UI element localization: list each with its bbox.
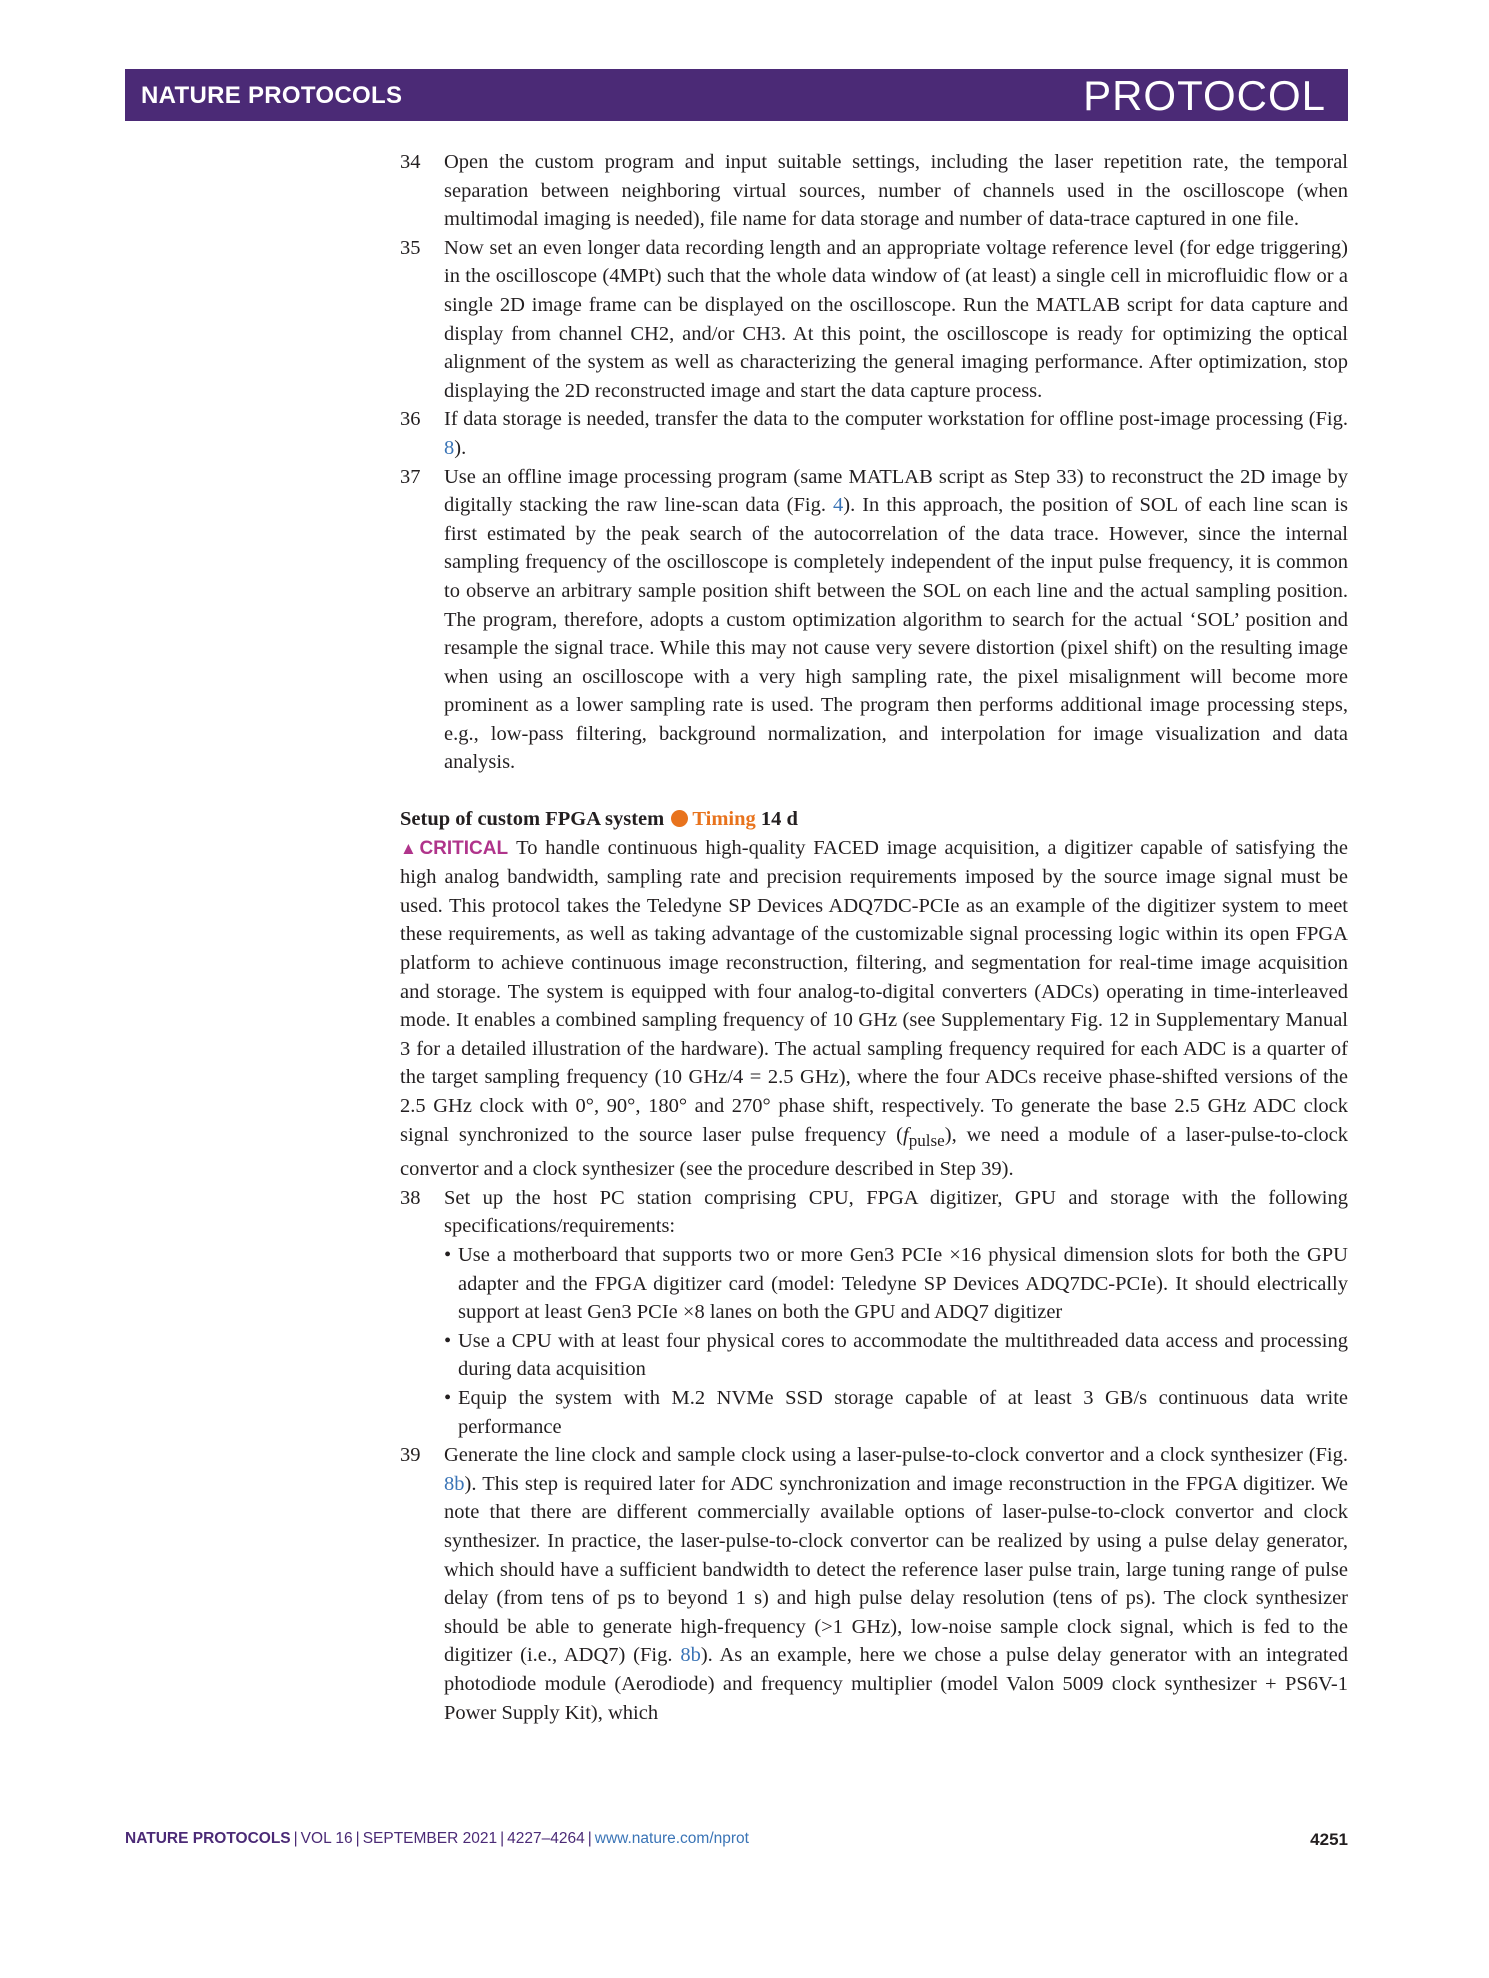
page-footer bbox=[125, 1830, 1348, 1848]
timing-dot-icon bbox=[671, 810, 688, 827]
step-34 bbox=[400, 148, 1348, 234]
step-text: Set up the host PC station comprising CPU, FPGA digitizer, GPU and storage with the following specifications/requirements: bbox=[444, 1186, 1348, 1238]
section-title: Setup of custom FPGA system bbox=[400, 808, 665, 831]
step-text-part: ). This step is required later for ADC synchronization and image reconstruction in the FPGA digitizer. We note that there are different commercially available options of laser-pulse-to-clock convertor and clock synthesizer. In practice, the laser-pulse-to-clock convertor can be realized by using a pulse delay generator, which should have a sufficient bandwidth to detect the reference laser pulse train, large tuning range of pulse delay (from tens of ps to beyond 1 s) and high pulse delay resolution (tens of ps). The clock synthesizer should be able to generate high-frequency (>1 GHz), low-noise sample clock signal, which is fed to the digitizer (i.e., ADQ7) (Fig. bbox=[444, 1472, 1348, 1667]
step-text-part: ). As an example, here we chose a pulse delay generator with an integrated photodiode module (Aerodiode) and frequency multiplier (model Valon 5009 clock synthesizer + PS6V-1 Power Supply Kit), which bbox=[444, 1644, 1348, 1724]
step-text bbox=[444, 1441, 1348, 1727]
footer-separator: | bbox=[293, 1830, 298, 1847]
frequency-symbol: f bbox=[902, 1123, 909, 1146]
figure-link[interactable]: 8 bbox=[444, 436, 455, 459]
section-heading bbox=[400, 805, 1348, 834]
footer-journal: NATURE PROTOCOLS bbox=[125, 1830, 291, 1847]
step-text-part: ). In this approach, the position of SOL of each line scan is first estimated by the peak search of the autocorrelation of the data trace. However, since the internal sampling frequency of the oscilloscope is completely independent of the input pulse frequency, it is common to observe an arbitrary sample position shift between the SOL on each line and the actual sampling position. The program, therefore, adopts a custom optimization algorithm to search for the actual ‘SOL’ position and resample the signal trace. While this may not cause very severe distortion (pixel shift) on the resulting image when using an oscilloscope with a very high sampling rate, the pixel misalignment will become more prominent as a lower sampling rate is used. The program then performs additional image processing steps, e.g., low-pass filtering, background normalization, and interpolation for image visualization and data analysis. bbox=[444, 494, 1348, 774]
step-37 bbox=[400, 463, 1348, 778]
frequency-subscript: pulse bbox=[908, 1130, 945, 1150]
journal-header bbox=[125, 69, 1348, 121]
main-content bbox=[400, 148, 1348, 1727]
step-number: 39 bbox=[400, 1444, 421, 1467]
footer-separator: | bbox=[355, 1830, 360, 1847]
step-number: 34 bbox=[400, 151, 421, 173]
journal-name: NATURE PROTOCOLS bbox=[141, 82, 403, 109]
step-text bbox=[444, 463, 1348, 778]
critical-note bbox=[400, 834, 1348, 1184]
step-text-part: ). bbox=[454, 436, 467, 459]
list-item bbox=[444, 1241, 1348, 1327]
step-text-part: Use an offline image processing program (same MATLAB script as Step 33) to reconstruct the 2D image by digitally stacking the raw line-scan data (Fig. bbox=[444, 465, 1348, 517]
step-36 bbox=[400, 405, 1348, 462]
step-text: Open the custom program and input suitable settings, including the laser repetition rate, the temporal separation between neighboring virtual sources, number of channels used in the oscilloscope (when multimodal imaging is needed), file name for data storage and number of data-trace captured in one file. bbox=[444, 151, 1348, 231]
figure-link[interactable]: 8b bbox=[444, 1472, 465, 1495]
bullet-icon: • bbox=[444, 1387, 452, 1410]
timing-value: 14 d bbox=[760, 808, 798, 831]
step-text bbox=[444, 405, 1348, 462]
step-35 bbox=[400, 234, 1348, 406]
bullet-text: Use a motherboard that supports two or more Gen3 PCIe ×16 physical dimension slots for both the GPU adapter and the FPGA digitizer card (model: Teledyne SP Devices ADQ7DC-PCIe). It should electrically support at least Gen3 PCIe ×8 lanes on both the GPU and ADQ7 digitizer bbox=[458, 1244, 1348, 1324]
footer-separator: | bbox=[587, 1830, 592, 1847]
step-text-part: If data storage is needed, transfer the data to the computer workstation for offline post-image processing (Fig. bbox=[444, 408, 1348, 431]
footer-separator: | bbox=[500, 1830, 505, 1847]
bullet-text: Use a CPU with at least four physical cores to accommodate the multithreaded data access and processing during data acquisition bbox=[458, 1329, 1348, 1381]
critical-label: CRITICAL bbox=[419, 837, 509, 859]
page-number: 4251 bbox=[1310, 1830, 1348, 1849]
footer-pages: 4227–4264 bbox=[507, 1830, 585, 1847]
step-text: Now set an even longer data recording length and an appropriate voltage reference level (for edge triggering) in the oscilloscope (4MPt) such that the whole data window of (at least) a single cell in microfluidic flow or a single 2D image frame can be displayed on the oscilloscope. Run the MATLAB script for data capture and display from channel CH2, and/or CH3. At this point, the oscilloscope is ready for optimizing the optical alignment of the system as well as characterizing the general imaging performance. After optimization, stop displaying the 2D reconstructed image and start the data capture process. bbox=[444, 236, 1348, 402]
critical-text: To handle continuous high-quality FACED image acquisition, a digitizer capable of satisfying the high analog bandwidth, sampling rate and precision requirements imposed by the source image signal must be used. This protocol takes the Teledyne SP Devices ADQ7DC-PCIe as an example of the digitizer system to meet these requirements, as well as taking advantage of the customizable signal processing logic within its open FPGA platform to achieve continuous image reconstruction, filtering, and segmentation for real-time image acquisition and storage. The system is equipped with four analog-to-digital converters (ADCs) operating in time-interleaved mode. It enables a combined sampling frequency of 10 GHz (see Supplementary Fig. 12 in Supplementary Manual 3 for a detailed illustration of the hardware). The actual sampling frequency required for each ADC is a quarter of the target sampling frequency (10 GHz/4 = 2.5 GHz), where the four ADCs receive phase-shifted versions of the 2.5 GHz clock with 0°, 90°, 180° and 270° phase shift, respectively. To generate the base 2.5 GHz ADC clock signal synchronized to the source laser pulse frequency ( bbox=[400, 836, 1348, 1146]
figure-link[interactable]: 8b bbox=[680, 1644, 701, 1667]
bullet-icon: • bbox=[444, 1244, 452, 1267]
step-number: 37 bbox=[400, 465, 421, 488]
step-number: 35 bbox=[400, 236, 421, 259]
article-type: PROTOCOL bbox=[1083, 72, 1326, 119]
critical-text-end: ), we need a module of a laser-pulse-to-clock convertor and a clock synthesizer (see the procedure described in Step 39). bbox=[400, 1123, 1348, 1181]
footer-volume: VOL 16 bbox=[300, 1830, 353, 1847]
step-number: 38 bbox=[400, 1186, 421, 1209]
figure-link[interactable]: 4 bbox=[833, 494, 844, 517]
footer-date: SEPTEMBER 2021 bbox=[362, 1830, 498, 1847]
bullet-text: Equip the system with M.2 NVMe SSD storage capable of at least 3 GB/s continuous data write performance bbox=[458, 1387, 1348, 1438]
list-item bbox=[444, 1384, 1348, 1441]
footer-url-link[interactable]: www.nature.com/nprot bbox=[594, 1830, 749, 1847]
step-39 bbox=[400, 1441, 1348, 1727]
timing-label: Timing bbox=[692, 808, 756, 831]
step-text-part: Generate the line clock and sample clock using a laser-pulse-to-clock convertor and a clock synthesizer (Fig. bbox=[444, 1444, 1348, 1467]
step-number: 36 bbox=[400, 408, 421, 431]
bullet-icon: • bbox=[444, 1329, 452, 1352]
step-38 bbox=[400, 1184, 1348, 1441]
list-item bbox=[444, 1327, 1348, 1384]
critical-triangle-icon: ▲ bbox=[400, 838, 420, 858]
